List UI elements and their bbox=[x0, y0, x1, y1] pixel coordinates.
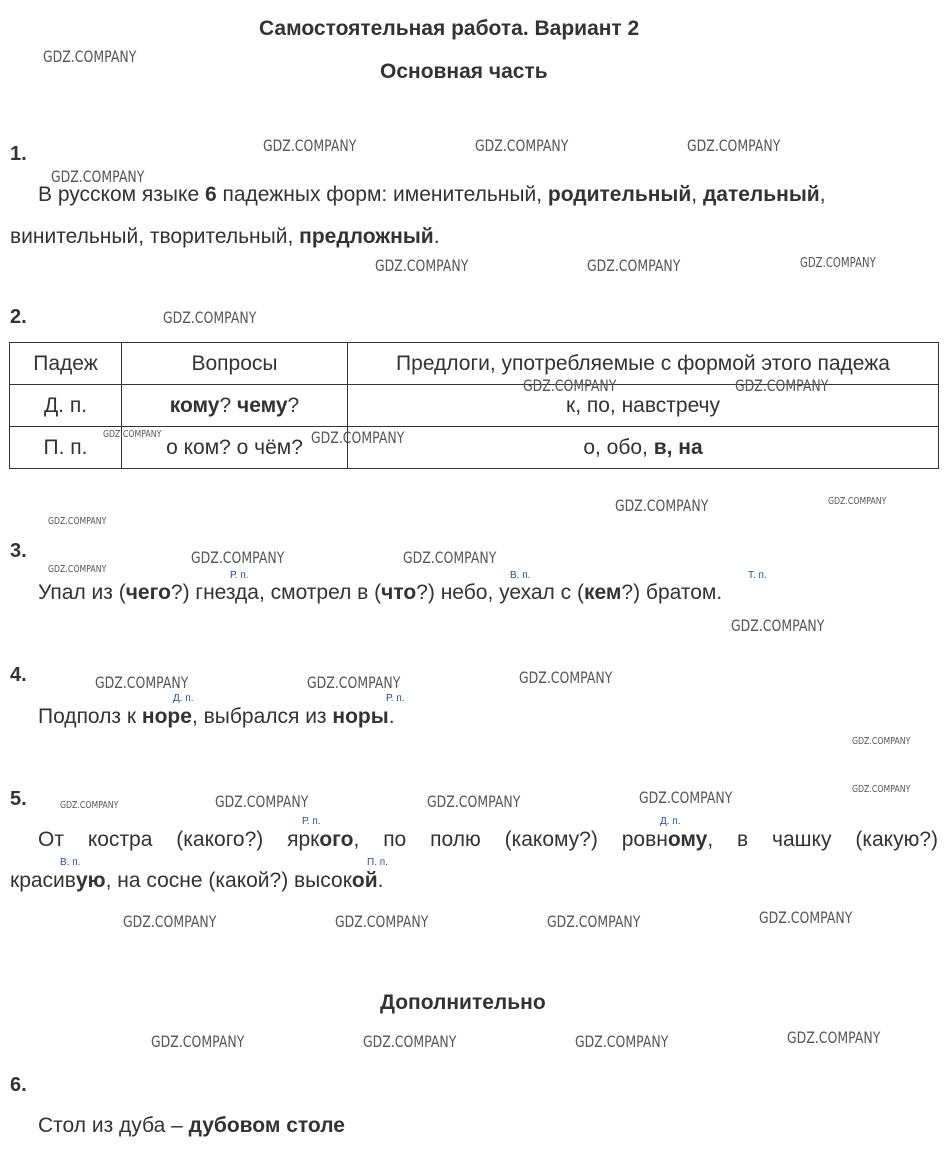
watermark: GDZ.COMPANY bbox=[215, 792, 309, 811]
table-cell-questions: о ком? о чём? bbox=[122, 427, 348, 469]
watermark: GDZ.COMPANY bbox=[787, 1028, 881, 1047]
table-header-questions: Вопросы bbox=[122, 343, 348, 385]
case-table bbox=[9, 342, 939, 469]
watermark: GDZ.COMPANY bbox=[375, 256, 469, 275]
case-label: Р. п. bbox=[386, 693, 405, 704]
watermark: GDZ.COMPANY bbox=[427, 792, 521, 811]
watermark: GDZ.COMPANY bbox=[587, 256, 681, 275]
watermark: GDZ.COMPANY bbox=[307, 673, 401, 692]
watermark: GDZ.COMPANY bbox=[523, 376, 617, 395]
watermark: GDZ.COMPANY bbox=[43, 47, 137, 66]
q5-line-2: красивую, на сосне (какой?) высокой. bbox=[10, 869, 384, 892]
q5-line-1: От костра (какого?) яркого, по полю (какому?) ровному, в чашку (какую?) bbox=[38, 828, 938, 851]
table-header-prepositions: Предлоги, употребляемые с формой этого падежа bbox=[348, 343, 939, 385]
watermark: GDZ.COMPANY bbox=[403, 548, 497, 567]
watermark: GDZ.COMPANY bbox=[759, 908, 853, 927]
watermark: GDZ.COMPANY bbox=[335, 912, 429, 931]
watermark: GDZ.COMPANY bbox=[51, 167, 145, 186]
q6-answer: Стол из дуба – дубовом столе bbox=[38, 1114, 345, 1137]
case-label: Д. п. bbox=[173, 693, 194, 704]
case-label: Д. п. bbox=[660, 816, 681, 827]
watermark: GDZ.COMPANY bbox=[735, 376, 829, 395]
watermark: GDZ.COMPANY bbox=[363, 1032, 457, 1051]
question-number-4: 4. bbox=[10, 664, 27, 686]
watermark: GDZ.COMPANY bbox=[575, 1032, 669, 1051]
q4-sentence: Подполз к норе, выбрался из норы. bbox=[38, 705, 395, 728]
case-label: В. п. bbox=[510, 570, 531, 581]
watermark: GDZ.COMPANY bbox=[163, 308, 257, 327]
watermark: GDZ.COMPANY bbox=[151, 1032, 245, 1051]
question-number-2: 2. bbox=[10, 306, 27, 328]
question-number-5: 5. bbox=[10, 788, 27, 810]
q3-sentence: Упал из (чего?) гнезда, смотрел в (что?) небо, уехал с (кем?) братом. bbox=[38, 581, 723, 604]
watermark: GDZ.COMPANY bbox=[60, 800, 119, 811]
watermark: GDZ.COMPANY bbox=[615, 496, 709, 515]
case-label: Р. п. bbox=[230, 570, 249, 581]
watermark: GDZ.COMPANY bbox=[519, 668, 613, 687]
watermark: GDZ.COMPANY bbox=[687, 136, 781, 155]
page-title: Самостоятельная работа. Вариант 2 bbox=[259, 17, 640, 40]
case-label: Р. п. bbox=[302, 816, 321, 827]
watermark: GDZ.COMPANY bbox=[95, 673, 189, 692]
q1-line-2: винительный, творительный, предложный. bbox=[10, 225, 440, 248]
watermark: GDZ.COMPANY bbox=[103, 429, 162, 440]
table-cell-prepositions: о, обо, в, на bbox=[348, 427, 939, 469]
watermark: GDZ.COMPANY bbox=[263, 136, 357, 155]
watermark: GDZ.COMPANY bbox=[852, 736, 911, 747]
question-number-1: 1. bbox=[10, 143, 27, 165]
case-label: Т. п. bbox=[748, 570, 767, 581]
watermark: GDZ.COMPANY bbox=[852, 784, 911, 795]
watermark: GDZ.COMPANY bbox=[311, 428, 405, 447]
case-label: П. п. bbox=[367, 857, 388, 868]
watermark: GDZ.COMPANY bbox=[639, 788, 733, 807]
table-cell-questions: кому? чему? bbox=[122, 385, 348, 427]
table-cell-case: П. п. bbox=[10, 427, 122, 469]
table-cell-case: Д. п. bbox=[10, 385, 122, 427]
q1-line-1: В русском языке 6 падежных форм: именительный, родительный, дательный, bbox=[38, 183, 826, 206]
watermark: GDZ.COMPANY bbox=[828, 496, 887, 507]
table-header-case: Падеж bbox=[10, 343, 122, 385]
question-number-3: 3. bbox=[10, 540, 27, 562]
watermark: GDZ.COMPANY bbox=[123, 912, 217, 931]
question-number-6: 6. bbox=[10, 1074, 27, 1096]
watermark: GDZ.COMPANY bbox=[800, 256, 876, 271]
case-label: В. п. bbox=[60, 857, 81, 868]
watermark: GDZ.COMPANY bbox=[191, 548, 285, 567]
section-title-additional: Дополнительно bbox=[380, 991, 546, 1014]
section-title: Основная часть bbox=[380, 60, 548, 83]
watermark: GDZ.COMPANY bbox=[48, 516, 107, 527]
watermark: GDZ.COMPANY bbox=[475, 136, 569, 155]
watermark: GDZ.COMPANY bbox=[547, 912, 641, 931]
table-cell-prepositions: к, по, навстречу bbox=[348, 385, 939, 427]
watermark: GDZ.COMPANY bbox=[48, 564, 107, 575]
watermark: GDZ.COMPANY bbox=[731, 616, 825, 635]
